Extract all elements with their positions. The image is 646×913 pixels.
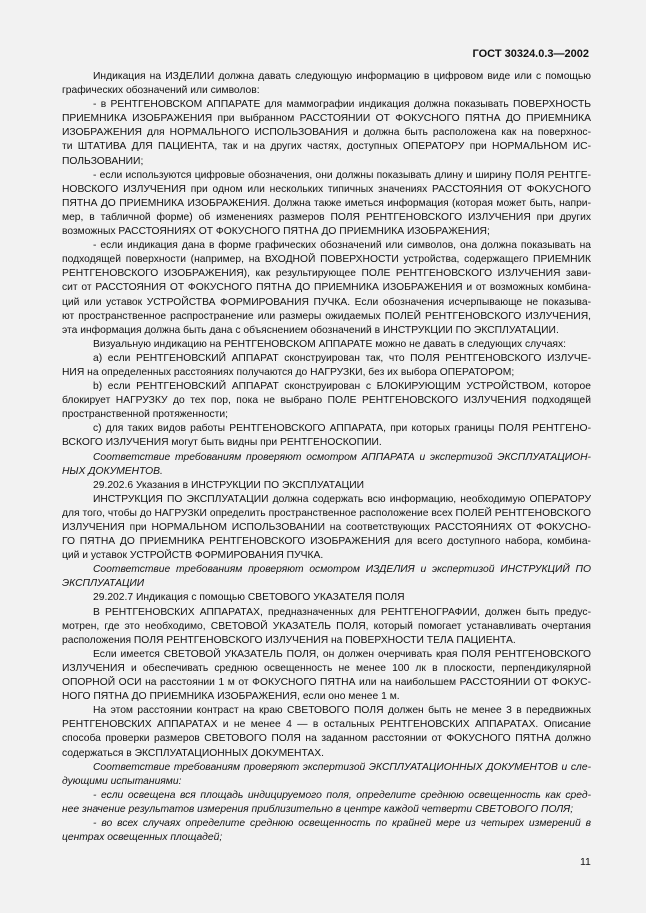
paragraph bbox=[62, 648, 591, 704]
text-line: с) для таких видов работы РЕНТГЕНОВСКОГО АППАРАТА, при которых границы ПОЛЯ РЕНТГЕНО- bbox=[93, 423, 591, 435]
paragraph bbox=[62, 817, 591, 845]
text-line: ЭКСПЛУАТАЦИИ bbox=[62, 578, 145, 590]
paragraph bbox=[62, 591, 591, 605]
paragraph bbox=[62, 239, 591, 338]
text-line: - если используются цифровые обозначения, они должны показывать длину и ширину ПОЛЯ РЕНТГЕ- bbox=[93, 169, 591, 181]
text-line: ВСКОГО ИЗЛУЧЕНИЯ могут быть видны при РЕНТГЕНОСКОПИИ. bbox=[62, 437, 382, 449]
text-line: ИЗЛУЧЕНИЯ при НОРМАЛЬНОМ ИСПОЛЬЗОВАНИИ на соответствующих РАССТОЯНИЯХ ОТ ФОКУСНО- bbox=[62, 522, 591, 533]
text-line: эта информация должна быть дана с объяснением обозначений в ИНСТРУКЦИИ ПО ЭКСПЛУАТАЦИИ. bbox=[62, 324, 559, 336]
text-line: b) если РЕНТГЕНОВСКИЙ АППАРАТ сконструирован с БЛОКИРУЮЩИМ УСТРОЙСТВОМ, которое bbox=[93, 381, 591, 393]
paragraph bbox=[62, 70, 591, 98]
text-line: Визуальную индикацию на РЕНТГЕНОВСКОМ АППАРАТЕ можно не давать в следующих случаях: bbox=[93, 338, 567, 350]
text-line: На этом расстоянии контраст на краю СВЕТОВОГО ПОЛЯ должен быть не менее 3 в передвижных bbox=[93, 705, 591, 717]
text-line: Если имеется СВЕТОВОЙ УКАЗАТЕЛЬ ПОЛЯ, он должен очерчивать края ПОЛЯ РЕНТГЕНОВСКОГО bbox=[93, 648, 591, 660]
paragraph bbox=[62, 422, 591, 450]
paragraph bbox=[62, 761, 591, 789]
text-line: графических обозначений или символов: bbox=[62, 85, 260, 97]
text-line: В РЕНТГЕНОВСКИХ АППАРАТАХ, предназначенных для РЕНТГЕНОГРАФИИ, должен быть предус- bbox=[93, 606, 591, 618]
text-line: возможных РАССТОЯНИЯХ ОТ ФОКУСНОГО ПЯТНА ДО ПРИЕМНИКА ИЗОБРАЖЕНИЯ; bbox=[62, 226, 490, 238]
text-line: ти ШТАТИВА ДЛЯ ПАЦИЕНТА, так и на других частях, доступных ОПЕРАТОРУ при НОРМАЛЬНОМ ИС- bbox=[62, 141, 591, 153]
paragraph bbox=[62, 704, 591, 760]
text-line: ций или уставок УСТРОЙСТВА ФОРМИРОВАНИЯ ПУЧКА. Если обозначения исчерпывающе не показыва- bbox=[62, 296, 591, 308]
text-line: а) если РЕНТГЕНОВСКИЙ АППАРАТ сконструирован так, что ПОЛЯ РЕНТГЕНОВСКОГО ИЗЛУЧЕ- bbox=[93, 352, 591, 364]
text-line: Соответствие требованиям проверяют осмотром АППАРАТА и экспертизой ЭКСПЛУАТАЦИОН- bbox=[93, 451, 591, 463]
text-line: ИЗЛУЧЕНИЯ и обеспечивать среднюю освещенность не менее 100 лк в плоскости, перпендикулярной bbox=[62, 662, 591, 674]
text-line: ОПОРНОЙ ОСИ на расстоянии 1 м от ФОКУСНОГО ПЯТНА или на наибольшем РАССТОЯНИИ ОТ ФОКУС- bbox=[62, 677, 591, 689]
text-line: НОГО ПЯТНА ДО ПРИЕМНИКА ИЗОБРАЖЕНИЯ, если оно менее 1 м. bbox=[62, 691, 400, 703]
paragraph bbox=[62, 169, 591, 239]
text-line: нее значение результатов измерения приблизительно в центре каждой четверти СВЕТОВОГО ПОЛЯ; bbox=[62, 803, 574, 815]
text-line: - если освещена вся площадь индицируемого поля, определите среднюю освещенность как сред- bbox=[93, 789, 591, 801]
text-line: - в РЕНТГЕНОВСКОМ АППАРАТЕ для маммографии индикация должна показывать ПОВЕРХНОСТЬ bbox=[93, 99, 591, 111]
text-line: центрах освещенных площадей; bbox=[62, 832, 223, 844]
paragraph bbox=[62, 479, 591, 493]
text-line: для того, чтобы до НАГРУЗКИ определить пространственное расположение всех ПОЛЕЙ РЕНТГЕНОВСКОГО bbox=[62, 507, 591, 519]
paragraph bbox=[62, 789, 591, 817]
paragraph bbox=[62, 338, 591, 352]
text-line: мотрен, где это необходимо, СВЕТОВОЙ УКАЗАТЕЛЬ ПОЛЯ, который помогает устанавливать очертания bbox=[62, 620, 591, 632]
document-body bbox=[62, 70, 591, 845]
text-line: Индикация на ИЗДЕЛИИ должна давать следующую информацию в цифровом виде или с помощью bbox=[93, 71, 591, 82]
text-line: сит от РАССТОЯНИЯ ОТ ФОКУСНОГО ПЯТНА ДО ПРИЕМНИКА ИЗОБРАЖЕНИЯ и от возможных комбина- bbox=[62, 282, 591, 294]
paragraph bbox=[62, 352, 591, 380]
text-line: 29.202.6 Указания в ИНСТРУКЦИИ ПО ЭКСПЛУАТАЦИИ bbox=[93, 479, 364, 491]
text-line: ют пространственное распространение или размеры ожидаемых ПОЛЕЙ РЕНТГЕНОВСКОГО ИЗЛУЧЕНИЯ, bbox=[62, 310, 591, 322]
text-line: РЕНТГЕНОВСКИХ АППАРАТАХ и не менее 4 — в остальных РЕНТГЕНОВСКИХ АППАРАТАХ. Описание bbox=[62, 719, 591, 731]
text-line: расположения ПОЛЯ РЕНТГЕНОВСКОГО ИЗЛУЧЕНИЯ на ПОВЕРХНОСТИ ТЕЛА ПАЦИЕНТА. bbox=[62, 634, 516, 646]
text-line: Соответствие требованиям проверяют экспертизой ЭКСПЛУАТАЦИОННЫХ ДОКУМЕНТОВ и сле- bbox=[93, 761, 591, 773]
text-line: НЫХ ДОКУМЕНТОВ. bbox=[62, 465, 163, 477]
text-line: НОВСКОГО ИЗЛУЧЕНИЯ при одном или нескольких типичных значениях РАССТОЯНИЯ ОТ ФОКУСНОГО bbox=[62, 183, 591, 195]
paragraph bbox=[62, 606, 591, 648]
text-line: мер, в табличной форме) об изменениях размеров ПОЛЯ РЕНТГЕНОВСКОГО ИЗЛУЧЕНИЯ при других bbox=[62, 211, 591, 223]
text-line: блокирует НАГРУЗКУ до тех пор, пока не выбрано ПОЛЕ РЕНТГЕНОВСКОГО ИЗЛУЧЕНИЯ подходящей bbox=[62, 395, 591, 407]
paragraph bbox=[62, 380, 591, 422]
paragraph bbox=[62, 98, 591, 168]
text-line: - во всех случаях определите среднюю освещенность по крайней мере из четырех измерений в bbox=[93, 817, 591, 829]
document-header: ГОСТ 30324.0.3—2002 bbox=[472, 48, 589, 60]
text-line: ГО ПЯТНА ДО ПРИЕМНИКА РЕНТГЕНОВСКОГО ИЗОБРАЖЕНИЯ для всего доступного набора, комбина- bbox=[62, 536, 591, 548]
text-line: ПРИЕМНИКА ИЗОБРАЖЕНИЯ при выбранном РАССТОЯНИИ ОТ ФОКУСНОГО ПЯТНА ДО ПРИЕМНИКА bbox=[62, 113, 591, 125]
page-number: 11 bbox=[580, 856, 591, 868]
text-line: РЕНТГЕНОВСКОГО ИЗОБРАЖЕНИЯ), как результирующее ПОЛЕ РЕНТГЕНОВСКОГО ИЗЛУЧЕНИЯ зави- bbox=[62, 268, 591, 280]
paragraph bbox=[62, 493, 591, 563]
text-line: ИЗОБРАЖЕНИЯ для НОРМАЛЬНОГО ИСПОЛЬЗОВАНИЯ и должна быть расположена как на поверхнос- bbox=[62, 127, 591, 139]
text-line: 29.202.7 Индикация с помощью СВЕТОВОГО УКАЗАТЕЛЯ ПОЛЯ bbox=[93, 592, 405, 604]
text-line: - если индикация дана в форме графических обозначений или символов, она должна показывать на bbox=[93, 240, 591, 252]
text-line: Соответствие требованиям проверяют осмотром ИЗДЕЛИЯ и экспертизой ИНСТРУКЦИЙ ПО bbox=[93, 564, 591, 576]
paragraph bbox=[62, 451, 591, 479]
text-line: ций и уставок УСТРОЙСТВ ФОРМИРОВАНИЯ ПУЧКА. bbox=[62, 550, 324, 562]
paragraph bbox=[62, 563, 591, 591]
text-line: подходящей поверхности (например, на ВХОДНОЙ ПОВЕРХНОСТИ устройства, содержащего ПРИЕМНИК bbox=[62, 254, 591, 266]
text-line: ПОЛЬЗОВАНИИ; bbox=[62, 155, 144, 167]
text-line: способа проверки размеров СВЕТОВОГО ПОЛЯ на заданном расстоянии от ФОКУСНОГО ПЯТНА должно bbox=[62, 733, 591, 745]
text-line: содержаться в ЭКСПЛУАТАЦИОННЫХ ДОКУМЕНТАХ. bbox=[62, 747, 325, 759]
text-line: ИНСТРУКЦИЯ ПО ЭКСПЛУАТАЦИИ должна содержать всю информацию, необходимую ОПЕРАТОРУ bbox=[93, 493, 591, 505]
text-line: дующими испытаниями: bbox=[62, 775, 182, 787]
text-line: НИЯ на определенных расстояниях получаются до НАГРУЗКИ, без их выбора ОПЕРАТОРОМ; bbox=[62, 366, 515, 378]
text-line: ПЯТНА ДО ПРИЕМНИКА ИЗОБРАЖЕНИЯ. Должна также иметься информация (которая может быть, напри- bbox=[62, 197, 591, 209]
text-line: пространственной протяженности; bbox=[62, 409, 228, 421]
